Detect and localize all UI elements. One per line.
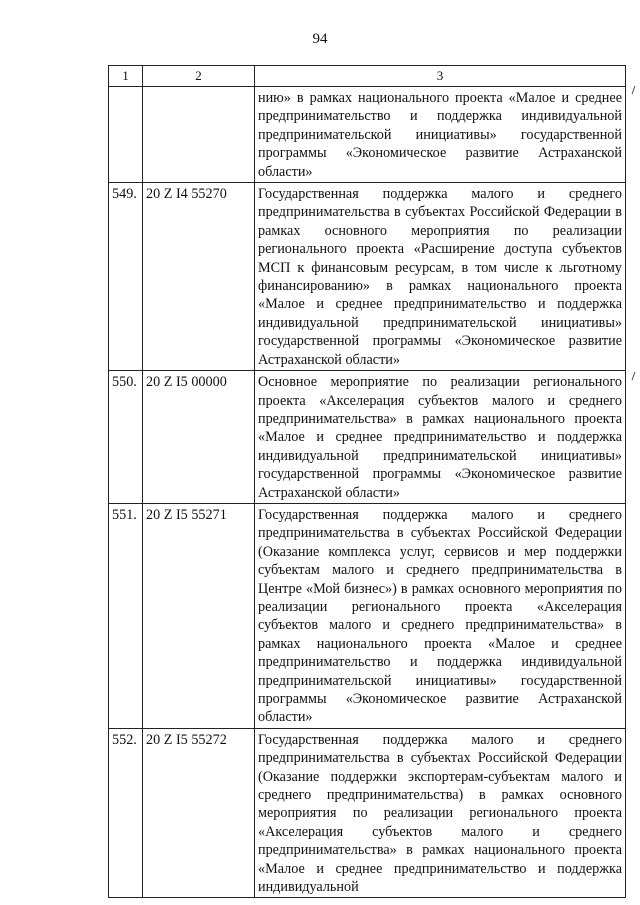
scan-edge-mark bbox=[630, 86, 636, 94]
row-number bbox=[109, 87, 143, 183]
classification-code bbox=[143, 87, 255, 183]
header-col-2: 2 bbox=[143, 66, 255, 87]
row-number: 550. bbox=[109, 371, 143, 504]
classification-code: 20 Z I5 55271 bbox=[143, 503, 255, 728]
page-number: 94 bbox=[312, 31, 328, 47]
header-row bbox=[109, 66, 626, 87]
row-number: 551. bbox=[109, 503, 143, 728]
row-number: 549. bbox=[109, 183, 143, 371]
table-body bbox=[109, 87, 626, 898]
header-col-1: 1 bbox=[109, 66, 143, 87]
row-description: Государственная поддержка малого и среднего предпринимательства в субъектах Российской Федерации в рамках основного мероприятия по реализации регионального проекта «Расширение доступа субъектов МСП к финансовым ресурсам, в том числе к льготному финансированию» в рамках национального проекта «Малое и среднее предпринимательство и поддержка индивидуальной предпринимательской инициативы» государственной программы «Экономическое развитие Астраханской области» bbox=[255, 183, 626, 371]
row-description: Государственная поддержка малого и среднего предпринимательства в субъектах Российской Федерации (Оказание комплекса услуг, сервисов и мер поддержки субъектам малого и среднего предпринимательства в Центре «Мой бизнес») в рамках основного мероприятия по реализации регионального проекта «Акселерация субъектов малого и среднего предпринимательства» в рамках национального проекта «Малое и среднее предпринимательство и поддержка индивидуальной предпринимательской инициативы» государственной программы «Экономическое развитие Астраханской области» bbox=[255, 503, 626, 728]
scan-edge-mark bbox=[630, 372, 636, 380]
table-row bbox=[109, 371, 626, 504]
table-header bbox=[109, 66, 626, 87]
table-row bbox=[109, 87, 626, 183]
classification-code: 20 Z I5 00000 bbox=[143, 371, 255, 504]
table-row bbox=[109, 183, 626, 371]
row-number: 552. bbox=[109, 728, 143, 898]
row-description: Основное мероприятие по реализации регионального проекта «Акселерация субъектов малого и среднего предпринимательства» в рамках национального проекта «Малое и среднее предпринимательство и поддержка индивидуальной предпринимательской инициативы» государственной программы «Экономическое развитие Астраханской области» bbox=[255, 371, 626, 504]
budget-classification-table bbox=[108, 65, 626, 898]
table-row bbox=[109, 728, 626, 898]
row-description: нию» в рамках национального проекта «Малое и среднее предпринимательство и поддержка индивидуальной предпринимательской инициативы» государственной программы «Экономическое развитие Астраханской области» bbox=[255, 87, 626, 183]
classification-code: 20 Z I5 55272 bbox=[143, 728, 255, 898]
header-col-3: 3 bbox=[255, 66, 626, 87]
row-description: Государственная поддержка малого и среднего предпринимательства в субъектах Российской Федерации (Оказание поддержки экспортерам-субъектам малого и среднего предпринимательства) в рамках основного мероприятия по реализации регионального проекта «Акселерация субъектов малого и среднего предпринимательства» в рамках национального проекта «Малое и среднее предпринимательство и поддержка индивидуальной bbox=[255, 728, 626, 898]
classification-code: 20 Z I4 55270 bbox=[143, 183, 255, 371]
table-row bbox=[109, 503, 626, 728]
